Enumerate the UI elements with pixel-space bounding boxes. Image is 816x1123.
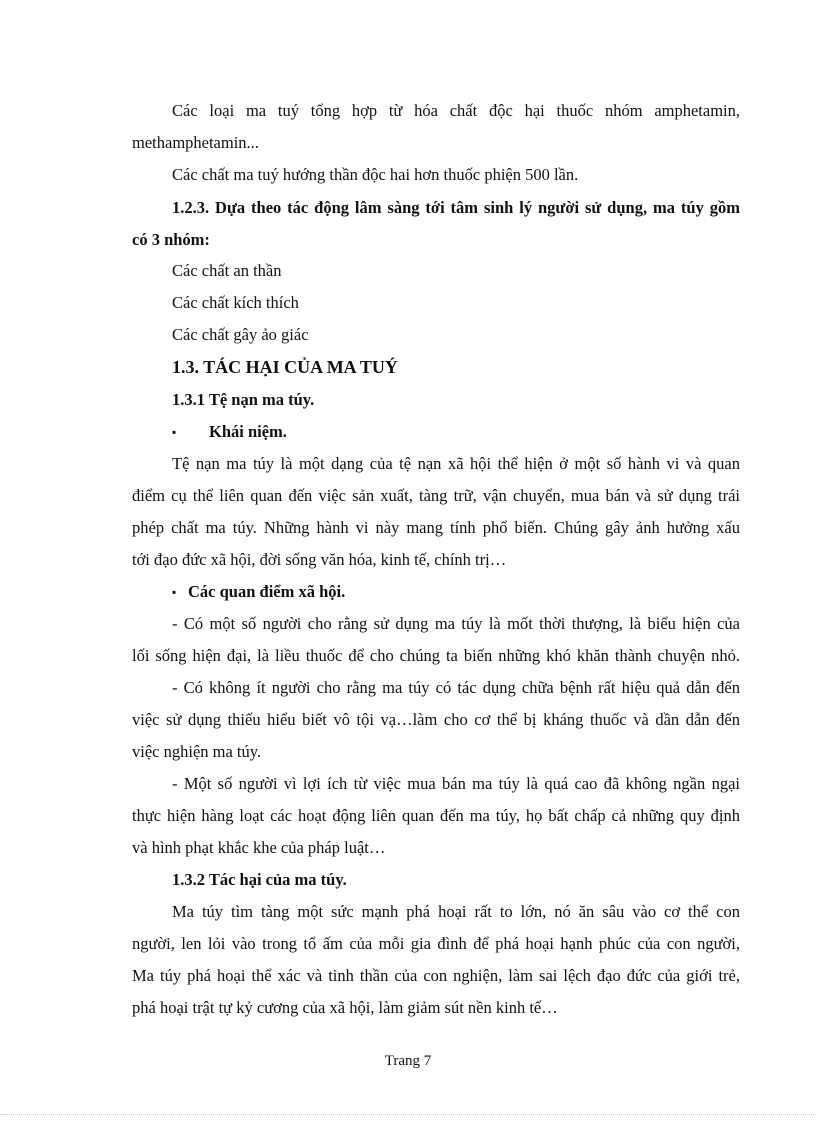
list-item: Các chất gây ảo giác (172, 325, 309, 344)
paragraph-line: - Có không ít người cho rằng ma túy có tác dụng chữa bệnh rất hiệu quả dẫn đến (172, 678, 740, 697)
paragraph-line: Tệ nạn ma túy là một dạng của tệ nạn xã hội thể hiện ở một số hành vi và quan (172, 454, 740, 473)
paragraph-line: người, len lỏi vào trong tổ ấm của mỗi gia đình để phá hoại hạnh phúc của con người, (132, 934, 740, 953)
paragraph-line: thực hiện hàng loạt các hoạt động liên quan đến ma túy, họ bất chấp cả những quy định (132, 806, 740, 825)
bullet-heading: Khái niệm. (209, 422, 287, 441)
page-bottom-divider (0, 1114, 816, 1115)
paragraph-line: việc sử dụng thiếu hiểu biết vô tội vạ…làm cho cơ thể bị kháng thuốc và dần dẫn đến (132, 710, 740, 729)
paragraph-line: - Một số người vì lợi ích từ việc mua bán ma túy là quá cao đã không ngần ngại (172, 774, 740, 793)
paragraph-line: Các loại ma tuý tổng hợp từ hóa chất độc hại thuốc nhóm amphetamin, (172, 101, 740, 120)
section-heading-1-2-3: 1.2.3. Dựa theo tác động lâm sàng tới tâm sinh lý người sử dụng, ma túy gồm (172, 198, 740, 217)
section-heading-1-3-2: 1.3.2 Tác hại của ma túy. (172, 870, 347, 889)
paragraph-line: việc nghiện ma túy. (132, 742, 262, 761)
bullet-heading: Các quan điểm xã hội. (188, 582, 346, 601)
paragraph-line: phép chất ma túy. Những hành vi này mang tính phổ biến. Chúng gây ảnh hưởng xấu (132, 518, 740, 537)
paragraph-line: và hình phạt khắc khe của pháp luật… (132, 838, 386, 857)
paragraph-line: Các chất ma tuý hướng thần độc hai hơn thuốc phiện 500 lần. (172, 165, 579, 184)
paragraph-line: lối sống hiện đại, là liều thuốc để cho chúng ta biến những khó khăn thành chuyện nhỏ. (132, 646, 740, 665)
paragraph-line: - Có một số người cho rằng sử dụng ma túy là mốt thời thượng, là biểu hiện của (172, 614, 740, 633)
section-heading-1-3: 1.3. TÁC HẠI CỦA MA TUÝ (172, 357, 398, 377)
paragraph-line: tới đạo đức xã hội, đời sống văn hóa, kinh tế, chính trị… (132, 550, 507, 569)
section-heading-1-3-1: 1.3.1 Tệ nạn ma túy. (172, 390, 315, 409)
paragraph-line: phá hoại trật tự kỷ cương của xã hội, làm giảm sút nền kinh tế… (132, 998, 558, 1017)
paragraph-line: methamphetamin... (132, 133, 259, 152)
paragraph-line: Ma túy tìm tàng một sức mạnh phá hoại rất to lớn, nó ăn sâu vào cơ thể con (172, 902, 740, 921)
paragraph-line: Ma túy phá hoại thể xác và tinh thần của con nghiện, làm sai lệch đạo đức của giới trẻ, (132, 966, 740, 985)
page-number: Trang 7 (384, 1053, 432, 1069)
list-item: Các chất an thần (172, 261, 282, 280)
paragraph-line: điểm cụ thể liên quan đến việc sản xuất, tàng trữ, vận chuyển, mua bán và sử dụng trái (132, 486, 740, 505)
bullet-icon: ▪ (172, 585, 177, 599)
section-heading-1-2-3-cont: có 3 nhóm: (132, 230, 210, 249)
list-item: Các chất kích thích (172, 293, 299, 312)
bullet-icon: ▪ (172, 425, 177, 439)
